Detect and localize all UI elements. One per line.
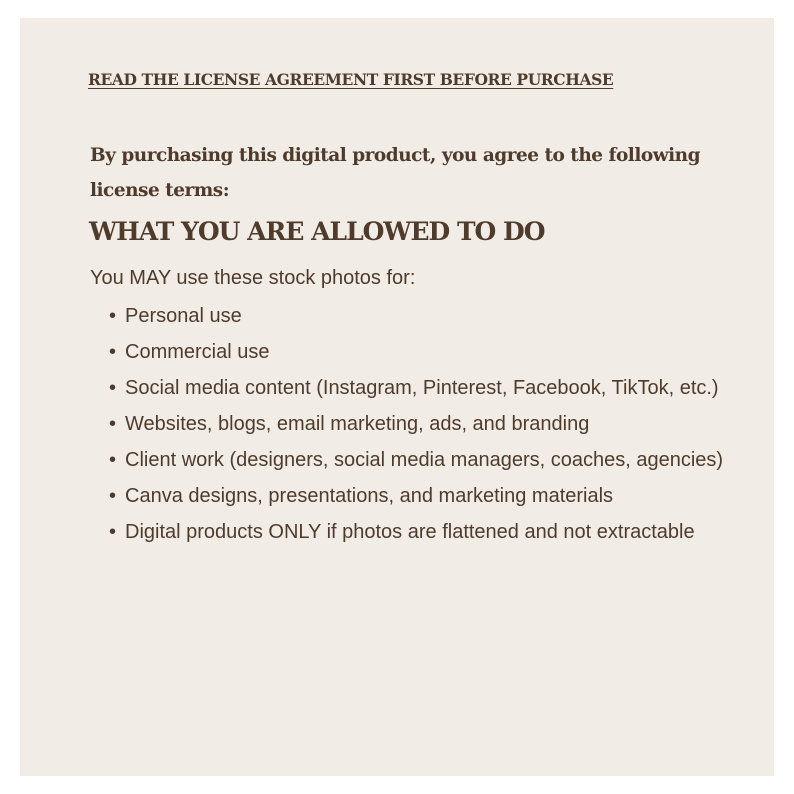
list-item-text: Digital products ONLY if photos are flattened and not extractable <box>125 521 695 543</box>
license-card <box>20 18 774 776</box>
list-item-text: Websites, blogs, email marketing, ads, and branding <box>125 413 590 435</box>
bullet-icon: • <box>109 413 117 435</box>
list-item <box>106 478 726 514</box>
list-item-text: Canva designs, presentations, and marketing materials <box>125 485 614 507</box>
intro-paragraph: By purchasing this digital product, you agree to the following license terms: <box>90 145 701 201</box>
license-notice-heading: READ THE LICENSE AGREEMENT FIRST BEFORE PURCHASE <box>88 70 614 89</box>
list-item <box>106 298 726 334</box>
list-item <box>106 514 726 550</box>
bullet-icon: • <box>109 341 117 363</box>
list-item-text: Commercial use <box>125 341 270 363</box>
list-item <box>106 406 726 442</box>
list-item <box>106 442 726 478</box>
bullet-icon: • <box>109 521 117 543</box>
allowed-uses-list <box>106 298 726 550</box>
bullet-icon: • <box>109 485 117 507</box>
list-item-text: Client work (designers, social media managers, coaches, agencies) <box>125 449 724 471</box>
list-item <box>106 370 726 406</box>
section-heading: WHAT YOU ARE ALLOWED TO DO <box>89 217 545 246</box>
bullet-icon: • <box>109 449 117 471</box>
list-item-text: Social media content (Instagram, Pinterest, Facebook, TikTok, etc.) <box>125 377 719 399</box>
bullet-icon: • <box>109 305 117 327</box>
bullet-icon: • <box>109 377 117 399</box>
list-item <box>106 334 726 370</box>
list-item-text: Personal use <box>125 305 242 327</box>
lead-text: You MAY use these stock photos for: <box>90 267 416 289</box>
